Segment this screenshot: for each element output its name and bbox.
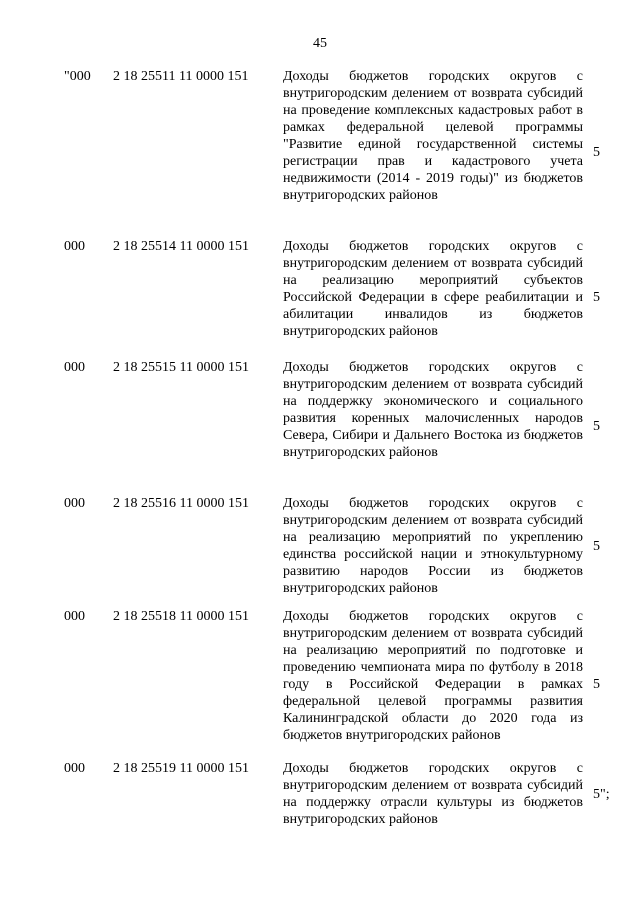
row-value: 5: [593, 539, 600, 554]
page-number: 45: [313, 36, 327, 51]
income-code: 2 18 25511 11 0000 151: [113, 69, 249, 84]
admin-code: 000: [64, 239, 85, 254]
row-value: 5: [593, 290, 600, 305]
income-code: 2 18 25514 11 0000 151: [113, 239, 249, 254]
income-description: Доходы бюджетов городских округов с внутригородским делением от возврата субсидий на реализацию мероприятий субъектов Российской Федерации в сфере реабилитации и абилитации инвалидов из бюджетов внутригородских районов: [283, 239, 583, 339]
admin-code: 000: [64, 609, 85, 624]
table-row: [0, 760, 640, 830]
admin-code: "000: [64, 69, 91, 84]
income-description: Доходы бюджетов городских округов с внутригородским делением от возврата субсидий на проведение комплексных кадастровых работ в рамках федеральной целевой программы "Развитие единой государственной системы регистрации прав и кадастрового учета недвижимости (2014 - 2019 годы)" из бюджетов внутригородских районов: [283, 69, 583, 203]
admin-code: 000: [64, 496, 85, 511]
income-code: 2 18 25519 11 0000 151: [113, 761, 249, 776]
income-code: 2 18 25516 11 0000 151: [113, 496, 249, 511]
income-codes-table: [0, 68, 640, 830]
row-value: 5";: [593, 787, 610, 802]
table-row: [0, 238, 640, 359]
income-description: Доходы бюджетов городских округов с внутригородским делением от возврата субсидий на поддержку отрасли культуры из бюджетов внутригородских районов: [283, 761, 583, 827]
admin-code: 000: [64, 761, 85, 776]
row-value: 5: [593, 677, 600, 692]
admin-code: 000: [64, 360, 85, 375]
table-row: [0, 495, 640, 608]
table-row: [0, 359, 640, 495]
income-code: 2 18 25515 11 0000 151: [113, 360, 249, 375]
row-value: 5: [593, 419, 600, 434]
income-description: Доходы бюджетов городских округов с внутригородским делением от возврата субсидий на реализацию мероприятий по подготовке и проведению чемпионата мира по футболу в 2018 году в Российской Федерации в рамках федеральной целевой программы развития Калининградской области до 2020 года из бюджетов внутригородских районов: [283, 609, 583, 743]
table-row: [0, 68, 640, 238]
row-value: 5: [593, 145, 600, 160]
income-code: 2 18 25518 11 0000 151: [113, 609, 249, 624]
table-row: [0, 608, 640, 760]
income-description: Доходы бюджетов городских округов с внутригородским делением от возврата субсидий на реализацию мероприятий по укреплению единства российской нации и этнокультурному развитию народов России из бюджетов внутригородских районов: [283, 496, 583, 596]
income-description: Доходы бюджетов городских округов с внутригородским делением от возврата субсидий на поддержку экономического и социального развития коренных малочисленных народов Севера, Сибири и Дальнего Востока из бюджетов внутригородских районов: [283, 360, 583, 460]
